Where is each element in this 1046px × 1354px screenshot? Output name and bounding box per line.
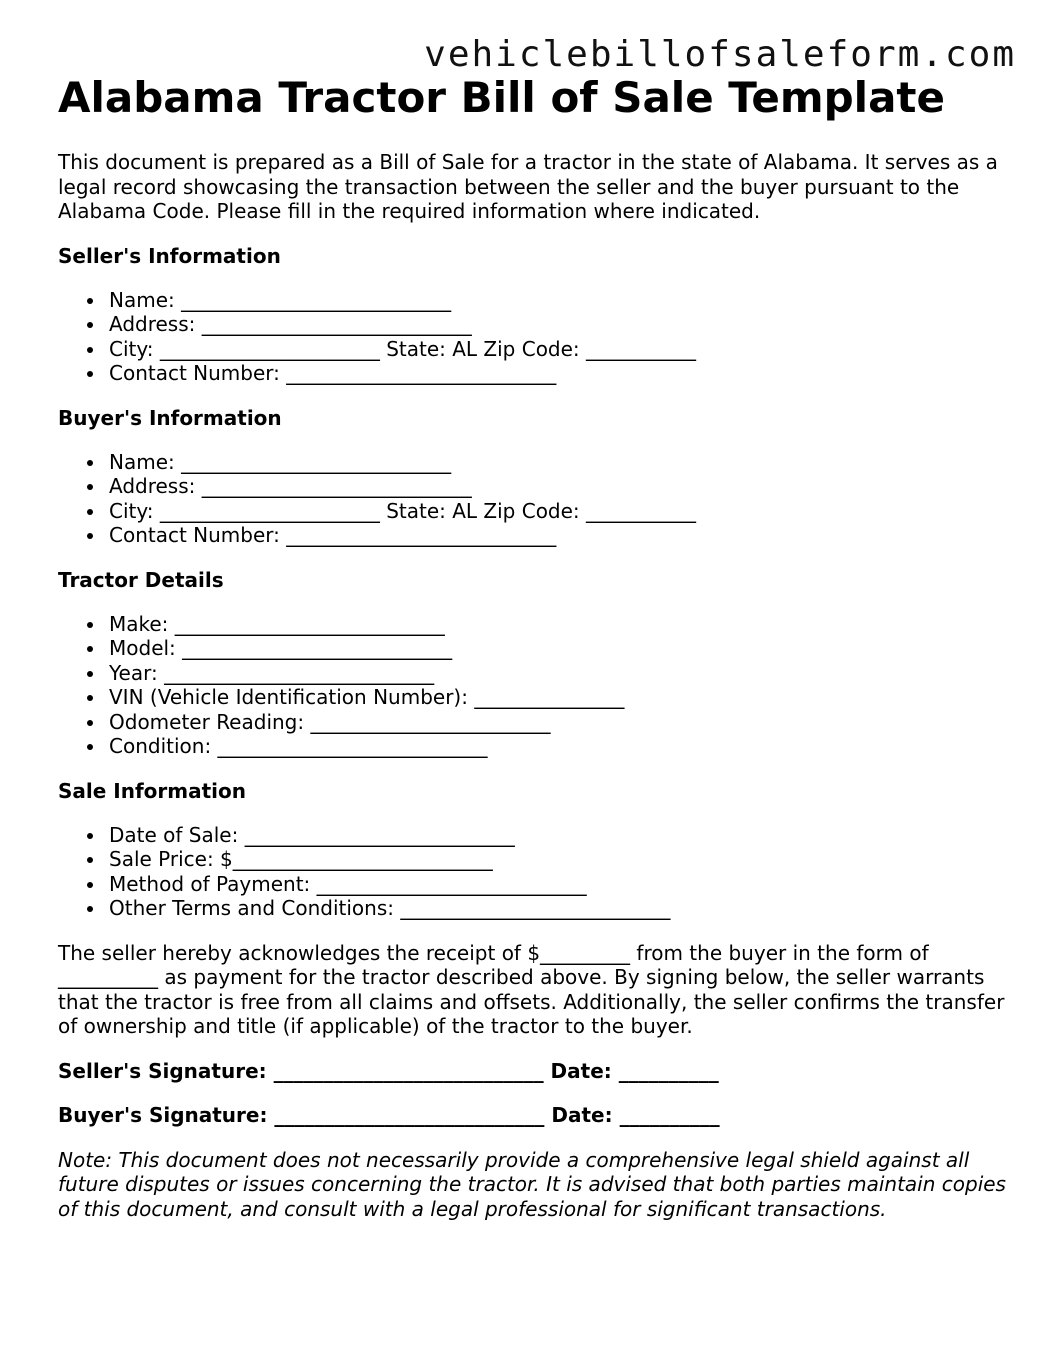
other-terms-field: Other Terms and Conditions: ___________________________	[109, 896, 1008, 921]
document-page	[58, 72, 1008, 1221]
tractor-make-field: Make: ___________________________	[109, 612, 1008, 637]
seller-heading: Seller's Information	[58, 243, 281, 268]
buyer-city-state-zip-field: City: ______________________ State: AL Zip Code: ___________	[109, 499, 1008, 524]
tractor-vin-field: VIN (Vehicle Identification Number): _______________	[109, 685, 1008, 710]
sale-list	[58, 823, 1008, 921]
seller-signature-line: Seller's Signature: ___________________________ Date: __________	[58, 1058, 719, 1083]
seller-list	[58, 288, 1008, 386]
watermark: vehiclebillofsaleform.com	[424, 34, 1016, 75]
buyer-address-field: Address: ___________________________	[109, 474, 1008, 499]
page-title: Alabama Tractor Bill of Sale Template	[58, 73, 945, 122]
acknowledgment-paragraph: The seller hereby acknowledges the receipt of $_________ from the buyer in the form of __________ as payment for the tractor described above. By signing below, the seller warrants that the tractor is free from all claims and offsets. Additionally, the seller confirms the transfer of ownership and title (if applicable) of the tractor to the buyer.	[58, 940, 1005, 1038]
buyer-heading: Buyer's Information	[58, 405, 282, 430]
intro-paragraph: This document is prepared as a Bill of Sale for a tractor in the state of Alabama. It serves as a legal record showcasing the transaction between the seller and the buyer pursuant to the Alabama Code. Please fill in the required information where indicated.	[58, 150, 998, 223]
tractor-year-field: Year: ___________________________	[109, 661, 1008, 686]
tractor-odometer-field: Odometer Reading: ________________________	[109, 710, 1008, 735]
buyer-name-field: Name: ___________________________	[109, 450, 1008, 475]
sale-price-field: Sale Price: $__________________________	[109, 847, 1008, 872]
buyer-signature-line: Buyer's Signature: ___________________________ Date: __________	[58, 1103, 720, 1127]
disclaimer-note: Note: This document does not necessarily provide a comprehensive legal shield against all future disputes or issues concerning the tractor. It is advised that both parties maintain copies of this document, and consult with a legal professional for significant transactions.	[58, 1147, 1006, 1221]
seller-name-field: Name: ___________________________	[109, 288, 1008, 313]
tractor-list	[58, 612, 1008, 759]
buyer-list	[58, 450, 1008, 548]
tractor-model-field: Model: ___________________________	[109, 636, 1008, 661]
payment-method-field: Method of Payment: ___________________________	[109, 872, 1008, 897]
tractor-condition-field: Condition: ___________________________	[109, 734, 1008, 759]
sale-heading: Sale Information	[58, 778, 246, 803]
seller-city-state-zip-field: City: ______________________ State: AL Zip Code: ___________	[109, 337, 1008, 362]
sale-date-field: Date of Sale: ___________________________	[109, 823, 1008, 848]
seller-contact-field: Contact Number: ___________________________	[109, 361, 1008, 386]
tractor-heading: Tractor Details	[58, 567, 224, 592]
buyer-contact-field: Contact Number: ___________________________	[109, 523, 1008, 548]
seller-address-field: Address: ___________________________	[109, 312, 1008, 337]
